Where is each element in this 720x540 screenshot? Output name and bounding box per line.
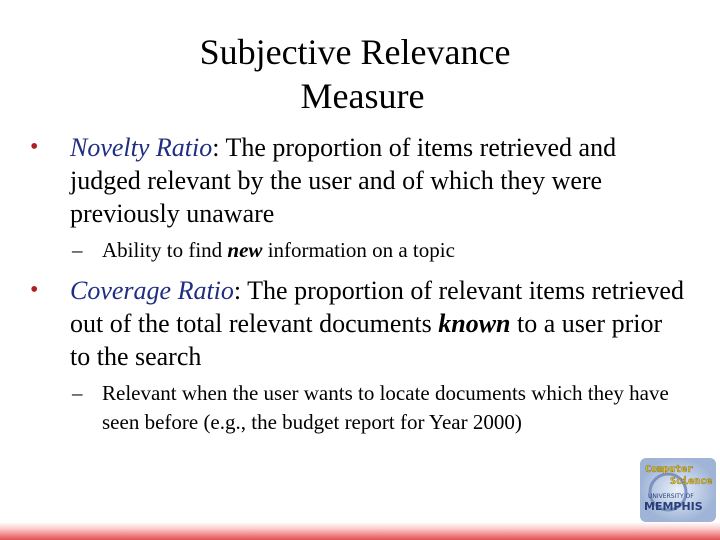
logo-text-memphis: MEMPHIS [644, 500, 703, 513]
sub-bullet-novelty [72, 236, 702, 265]
bullet-marker: • [30, 277, 39, 303]
slide-title [0, 30, 720, 118]
emphasis-new: new [227, 238, 263, 262]
sub-text-after: information on a topic [262, 238, 455, 262]
bullet-novelty-ratio [30, 131, 685, 230]
title-line-1: Subjective Relevance [199, 32, 511, 72]
bullet-text: : The proportion of items retrieved and judged relevant by the user and of which they were previously unaware [70, 133, 617, 228]
term-coverage-ratio: Coverage Ratio [70, 276, 234, 305]
logo-text-university-of: UNIVERSITY OF [648, 493, 694, 500]
sub-bullet-marker: – [72, 238, 83, 262]
bullet-text-before: : The proportion of relevant items retrieved out of the total relevant documents [70, 276, 684, 338]
emphasis-known: known [438, 309, 511, 338]
sub-text-before: Ability to find [102, 238, 228, 262]
term-novelty-ratio: Novelty Ratio [70, 133, 213, 162]
university-logo [640, 458, 716, 522]
logo-text-science: Science [670, 476, 713, 487]
bullet-coverage-ratio [30, 274, 685, 373]
footer-gradient-bar [0, 522, 720, 540]
title-line-2: Measure [300, 76, 425, 116]
bullet-text-after: to a user prior to the search [70, 309, 663, 371]
sub-text: Relevant when the user wants to locate documents which they have seen before (e.g., the budget report for Year 2000) [102, 381, 669, 434]
sub-bullet-coverage [72, 379, 702, 437]
sub-bullet-marker: – [72, 381, 83, 405]
logo-text-computer: Computer [645, 464, 694, 475]
bullet-marker: • [30, 134, 39, 160]
